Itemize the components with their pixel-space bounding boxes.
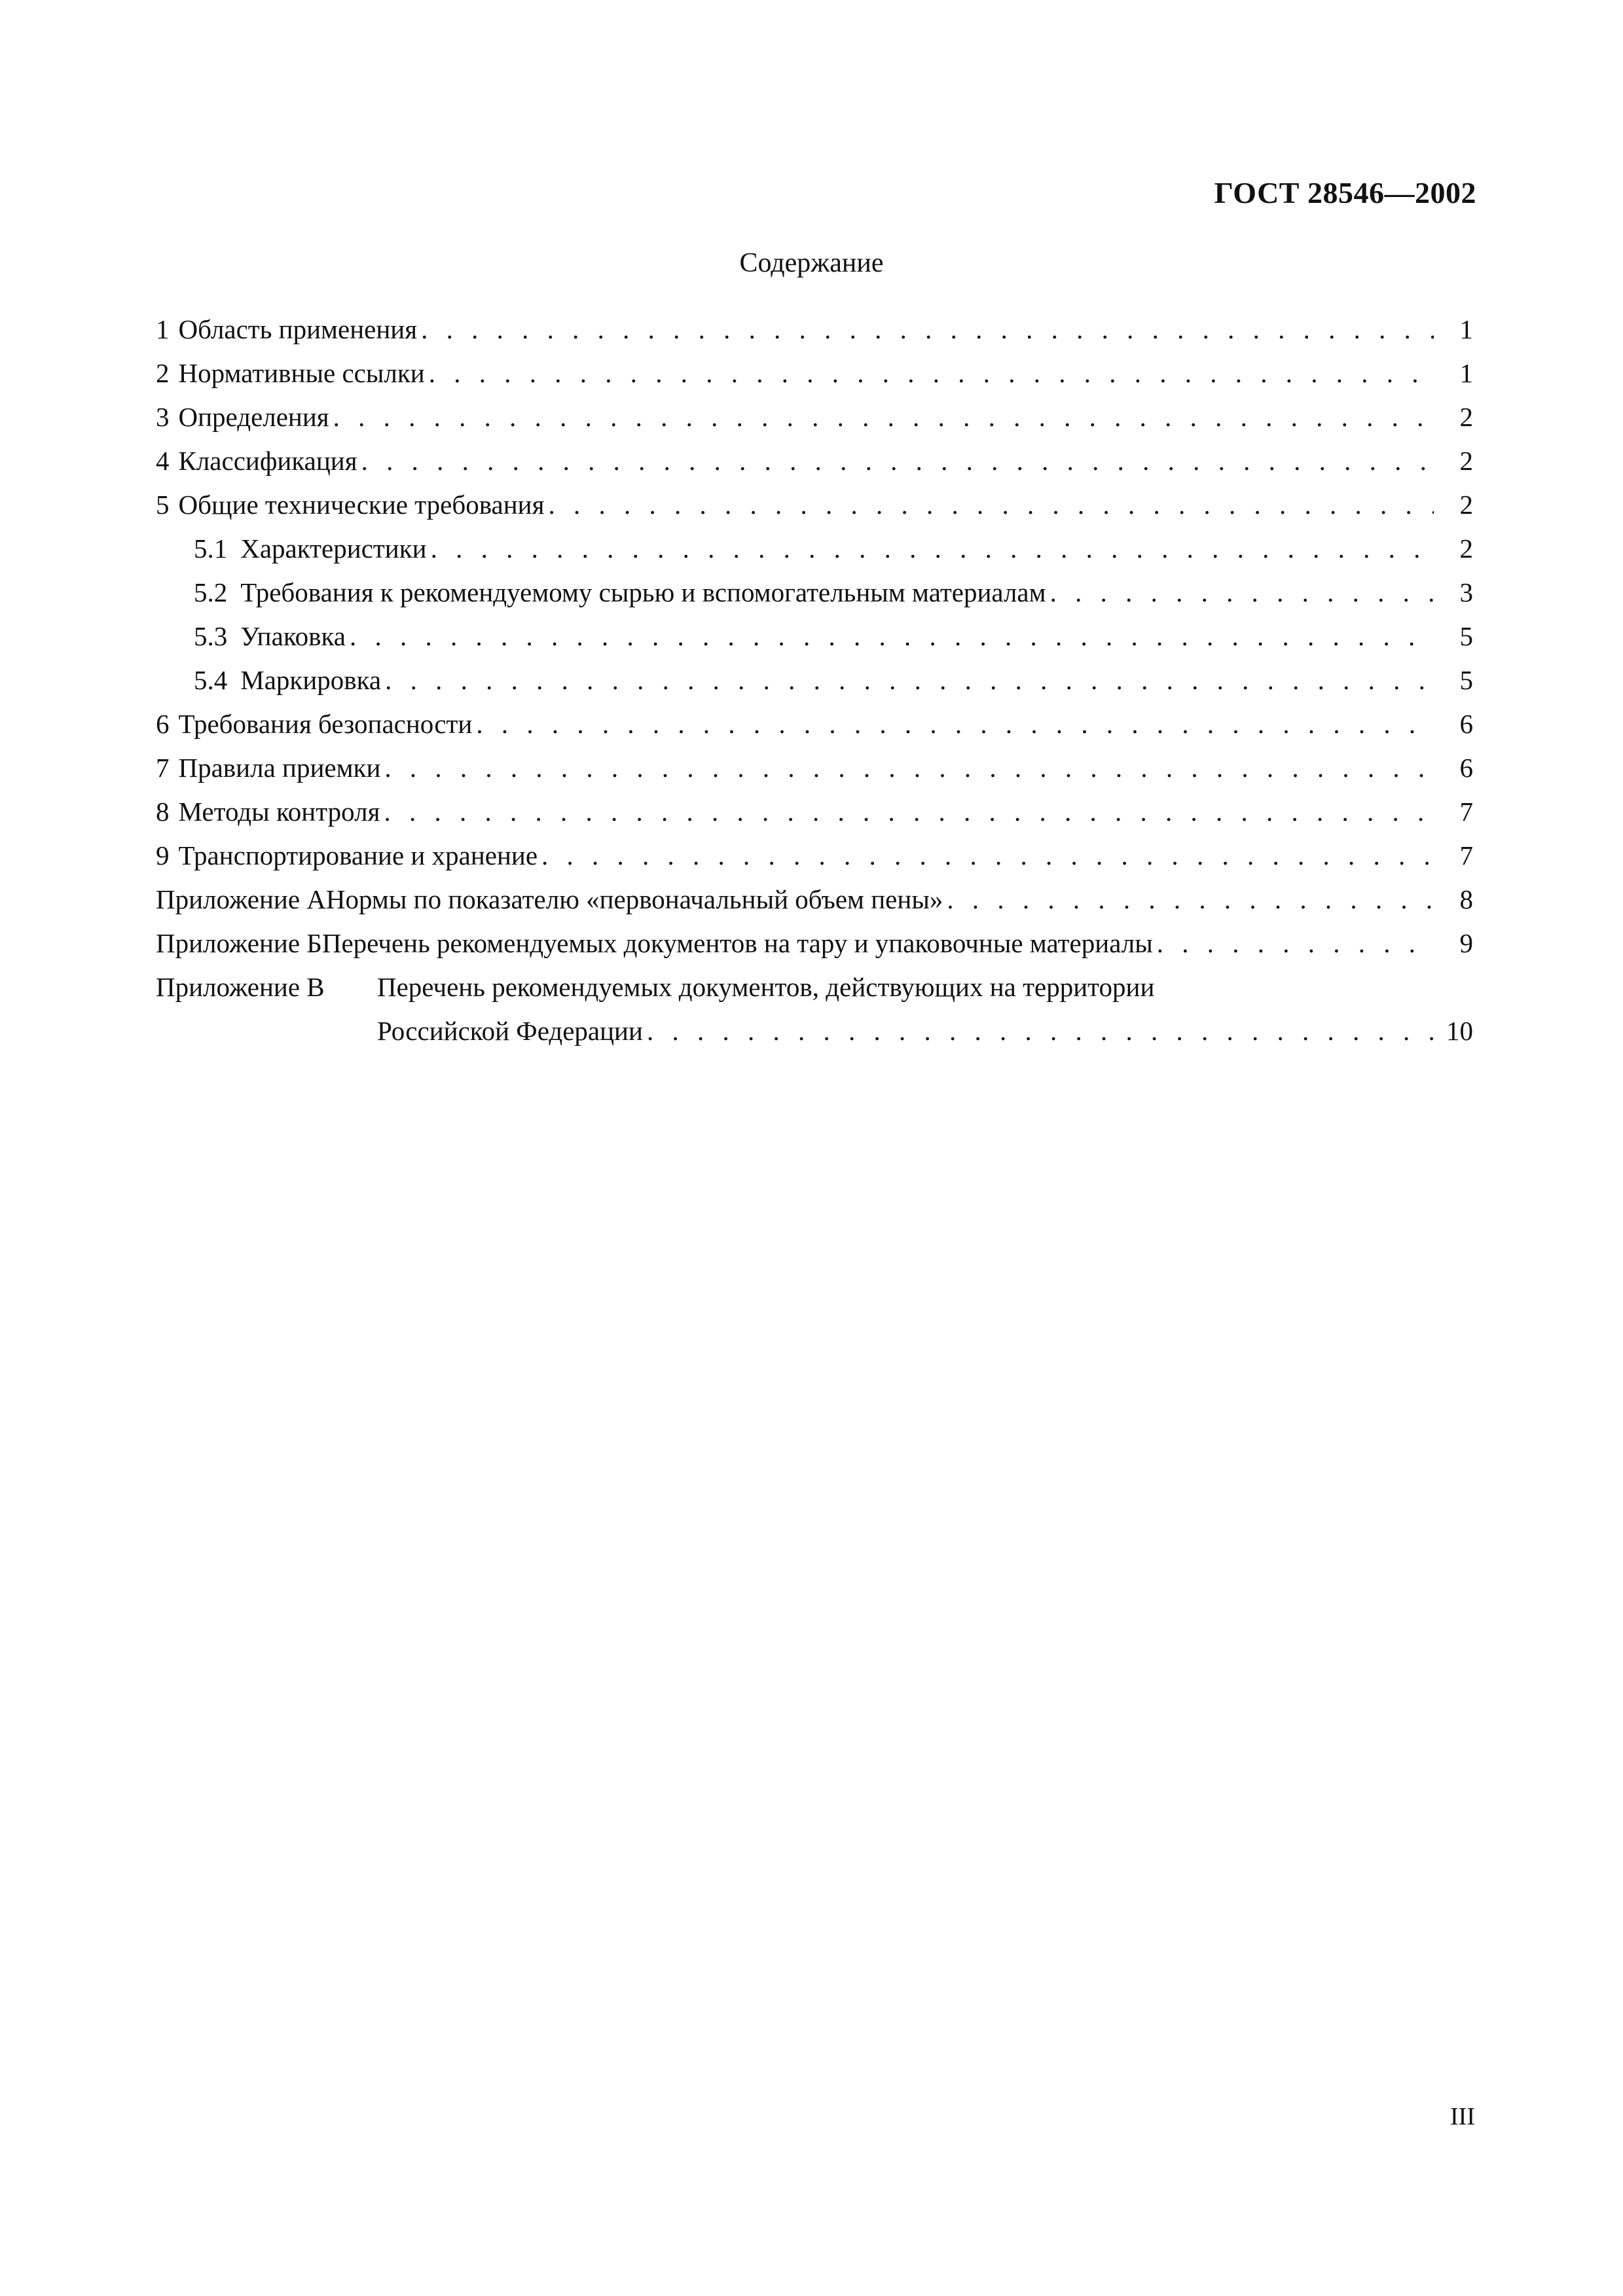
toc-entry-label: Маркировка — [240, 665, 382, 695]
toc-entry-label: Область применения — [178, 314, 418, 344]
toc-entry-label: Нормативные ссылки — [178, 358, 425, 388]
toc-entry-8[interactable] — [156, 790, 1473, 834]
toc-entry-label: Требования безопасности — [178, 709, 473, 739]
toc-entry-number: 2 — [156, 358, 170, 388]
toc-appendix-v-line1[interactable] — [156, 965, 1473, 1009]
dot-leader — [384, 790, 1434, 834]
toc-entry-number: 8 — [156, 797, 170, 827]
toc-entry-label: Упаковка — [240, 621, 346, 651]
toc-entry-3[interactable] — [156, 395, 1473, 439]
appendix-page: 10 — [1446, 1016, 1473, 1046]
toc-entry-9[interactable] — [156, 834, 1473, 878]
toc-entry-page: 2 — [1459, 490, 1473, 520]
appendix-label-continued: Российской Федерации — [377, 1016, 643, 1046]
toc-entry-page: 3 — [1459, 577, 1473, 607]
appendix-prefix: Приложение В — [156, 972, 325, 1002]
toc-entry-page: 7 — [1459, 840, 1473, 870]
dot-leader — [476, 702, 1434, 746]
toc-entry-number: 9 — [156, 840, 170, 870]
toc-entry-label: Требования к рекомендуемому сырью и вспомогательным материалам — [240, 577, 1046, 607]
toc-entry-page: 6 — [1459, 709, 1473, 739]
dot-leader — [1157, 922, 1434, 965]
toc-entry-label: Правила приемки — [178, 753, 381, 783]
table-of-contents — [156, 308, 1473, 1053]
toc-entry-label: Транспортирование и хранение — [178, 840, 538, 870]
toc-entry-number: 3 — [156, 402, 170, 432]
toc-entry-5-4[interactable] — [156, 658, 1473, 702]
appendix-page: 9 — [1459, 928, 1473, 958]
dot-leader — [361, 439, 1434, 483]
dot-leader — [384, 746, 1434, 790]
toc-entry-page: 1 — [1459, 358, 1473, 388]
dot-leader — [431, 527, 1434, 571]
toc-entry-4[interactable] — [156, 439, 1473, 483]
toc-entry-number: 6 — [156, 709, 170, 739]
appendix-label: Нормы по показателю «первоначальный объем пены» — [325, 884, 943, 914]
toc-entry-page: 2 — [1459, 533, 1473, 564]
dot-leader — [647, 1009, 1434, 1053]
dot-leader — [1050, 571, 1434, 615]
toc-entry-5[interactable] — [156, 483, 1473, 527]
toc-entry-5-3[interactable] — [156, 615, 1473, 658]
appendix-page: 8 — [1459, 884, 1473, 914]
toc-entry-number: 5.2 — [194, 577, 228, 607]
toc-entry-label: Определения — [178, 402, 329, 432]
toc-entry-number: 1 — [156, 314, 170, 344]
toc-entry-6[interactable] — [156, 702, 1473, 746]
dot-leader — [541, 834, 1434, 878]
dot-leader — [385, 658, 1434, 702]
toc-entry-page: 7 — [1459, 797, 1473, 827]
toc-entry-5-1[interactable] — [156, 527, 1473, 571]
toc-entry-number: 5.1 — [194, 533, 228, 564]
toc-entry-page: 6 — [1459, 753, 1473, 783]
toc-entry-page: 1 — [1459, 314, 1473, 344]
toc-title: Содержание — [739, 248, 884, 278]
page-number: III — [1450, 2103, 1475, 2130]
dot-leader — [429, 351, 1434, 395]
appendix-label: Перечень рекомендуемых документов, действующих на территории — [377, 972, 1155, 1002]
dot-leader — [350, 615, 1434, 658]
dot-leader — [947, 878, 1434, 922]
appendix-prefix: Приложение Б — [156, 928, 322, 958]
dot-leader — [421, 308, 1434, 351]
toc-entry-7[interactable] — [156, 746, 1473, 790]
toc-entry-number: 5.4 — [194, 665, 228, 695]
toc-entry-number: 5 — [156, 490, 170, 520]
toc-entry-label: Классификация — [178, 446, 357, 476]
toc-entry-page: 5 — [1459, 665, 1473, 695]
dot-leader — [333, 395, 1434, 439]
toc-entry-5-2[interactable] — [156, 571, 1473, 615]
document-number: ГОСТ 28546—2002 — [1214, 176, 1476, 209]
toc-appendix-v-line2[interactable] — [156, 1009, 1473, 1053]
appendix-prefix: Приложение А — [156, 884, 326, 914]
appendix-label: Перечень рекомендуемых документов на тару и упаковочные материалы — [321, 928, 1153, 958]
toc-entry-2[interactable] — [156, 351, 1473, 395]
toc-entry-number: 4 — [156, 446, 170, 476]
toc-entry-page: 5 — [1459, 621, 1473, 651]
toc-entry-number: 5.3 — [194, 621, 228, 651]
toc-entry-page: 2 — [1459, 446, 1473, 476]
toc-entry-label: Общие технические требования — [178, 490, 545, 520]
toc-entry-page: 2 — [1459, 402, 1473, 432]
toc-entry-label: Методы контроля — [178, 797, 380, 827]
toc-entry-label: Характеристики — [240, 533, 427, 564]
toc-appendix-a[interactable] — [156, 878, 1473, 922]
toc-entry-number: 7 — [156, 753, 170, 783]
toc-entry-1[interactable] — [156, 308, 1473, 351]
dot-leader — [548, 483, 1434, 527]
toc-appendix-b[interactable] — [156, 922, 1473, 965]
